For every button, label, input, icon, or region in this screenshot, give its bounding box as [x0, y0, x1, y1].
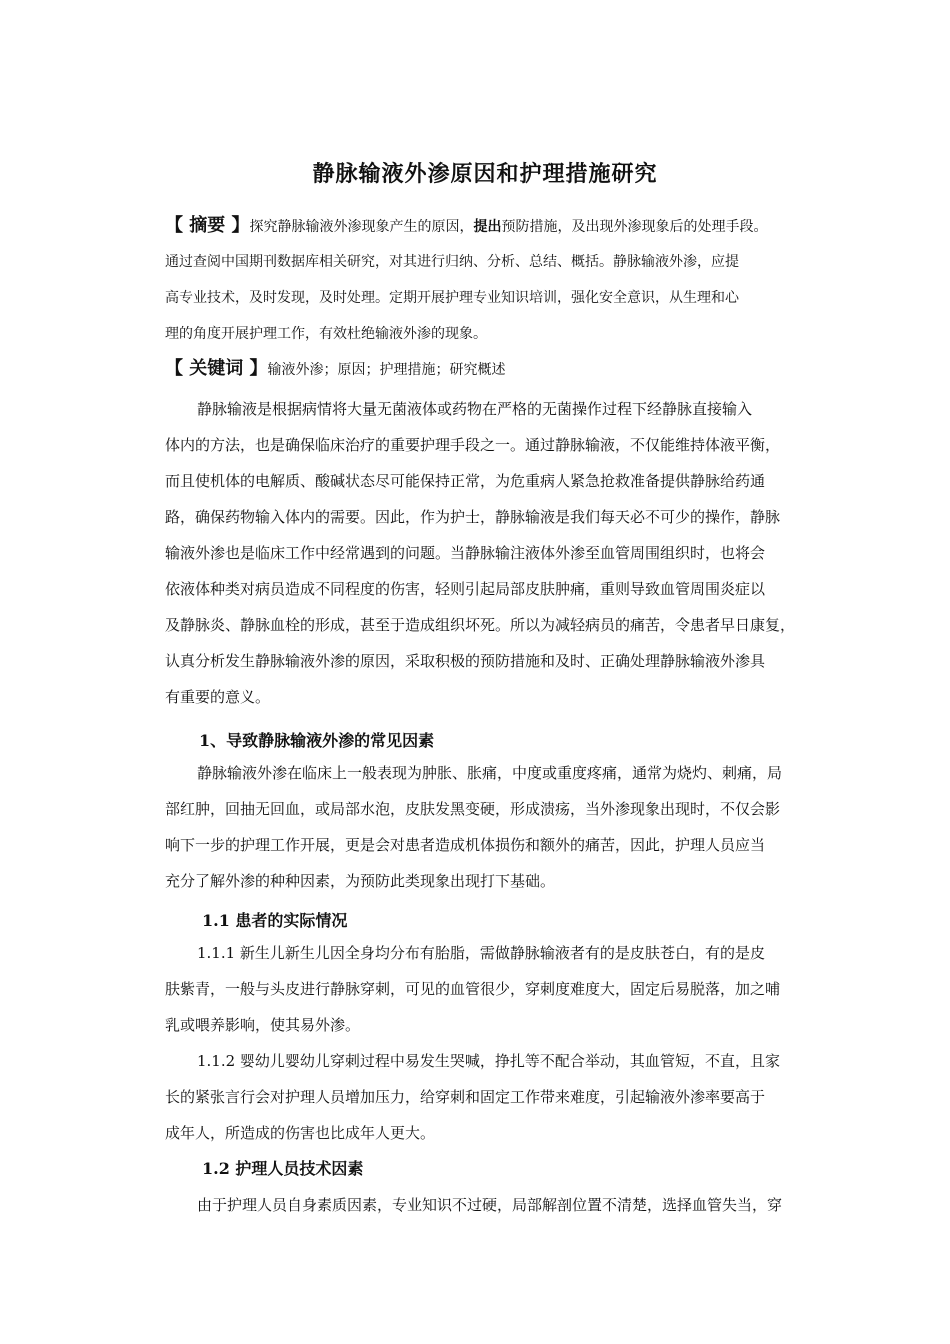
section-1-paragraph	[165, 755, 829, 899]
abstract-line-1	[165, 208, 825, 244]
section-1-1-heading: 1.1 患者的实际情况	[202, 911, 348, 930]
abstract-line-2: 通过查阅中国期刊数据库相关研究，对其进行归纳、分析、总结、概括。静脉输液外渗，应提	[165, 254, 739, 270]
intro-line: 依液体种类对病员造成不同程度的伤害，轻则引起局部皮肤肿痛，重则导致血管周围炎症以	[165, 580, 766, 598]
abstract-block	[165, 208, 825, 352]
abstract-line-4: 理的角度开展护理工作，有效杜绝输液外渗的现象。	[165, 326, 487, 342]
intro-line: 输液外渗也是临床工作中经常遇到的问题。当静脉输注液体外渗至血管周围组织时，也将会	[165, 544, 766, 562]
section-1-line: 响下一步的护理工作开展，更是会对患者造成机体损伤和额外的痛苦，因此，护理人员应当	[165, 836, 766, 854]
section-1-1-2-line: 长的紧张言行会对护理人员增加压力，给穿刺和固定工作带来难度，引起输液外渗率要高于	[165, 1088, 766, 1106]
intro-line: 认真分析发生静脉输液外渗的原因，采取积极的预防措施和及时、正确处理静脉输液外渗具	[165, 652, 766, 670]
section-1-heading: 1、导致静脉输液外渗的常见因素	[199, 731, 435, 750]
section-1-1-2-paragraph	[165, 1043, 829, 1151]
section-1-1-1-line: 乳或喂养影响，使其易外渗。	[165, 1016, 361, 1034]
abstract-line-3: 高专业技术，及时发现，及时处理。定期开展护理专业知识培训，强化安全意识，从生理和心	[165, 290, 739, 306]
section-1-line: 静脉输液外渗在临床上一般表现为肿胀、胀痛，中度或重度疼痛，通常为烧灼、刺痛，局	[197, 764, 783, 782]
keywords-line	[165, 352, 825, 387]
section-1-1-2-line: 1.1.2 婴幼儿婴幼儿穿刺过程中易发生哭喊，挣扎等不配合举动，其血管短，不直，且家	[197, 1052, 780, 1070]
intro-line: 及静脉炎、静脉血栓的形成，甚至于造成组织坏死。所以为减轻病员的痛苦，令患者早日康复，	[165, 616, 796, 634]
section-1-2-paragraph	[165, 1187, 829, 1223]
intro-line: 静脉输液是根据病情将大量无菌液体或药物在严格的无菌操作过程下经静脉直接输入	[197, 400, 753, 418]
section-1-1-1-paragraph	[165, 935, 829, 1043]
section-1-1-2-line: 成年人，所造成的伤害也比成年人更大。	[165, 1124, 436, 1142]
abstract-text-1b: 预防措施，及出现外渗现象后的处理手段。	[501, 219, 768, 235]
section-1-line: 部红肿，回抽无回血，或局部水泡，皮肤发黑变硬，形成溃疡，当外渗现象出现时，不仅会影	[165, 800, 781, 818]
section-1-2-heading: 1.2 护理人员技术因素	[202, 1159, 364, 1178]
intro-line: 体内的方法，也是确保临床治疗的重要护理手段之一。通过静脉输液，不仅能维持体液平衡，	[165, 436, 781, 454]
intro-line: 路，确保药物输入体内的需要。因此，作为护士，静脉输液是我们每天必不可少的操作，静脉	[165, 508, 781, 526]
document-title: 静脉输液外渗原因和护理措施研究	[312, 161, 658, 187]
keywords-text: 输液外渗；原因；护理措施；研究概述	[267, 362, 506, 378]
section-1-2-line: 由于护理人员自身素质因素，专业知识不过硬，局部解剖位置不清楚，选择血管失当，穿	[197, 1196, 783, 1214]
intro-line: 而且使机体的电解质、酸碱状态尽可能保持正常，为危重病人紧急抢救准备提供静脉给药通	[165, 472, 766, 490]
section-1-1-1-line: 1.1.1 新生儿新生儿因全身均分布有胎脂，需做静脉输液者有的是皮肤苍白，有的是皮	[197, 944, 765, 962]
keywords-label: 【 关键词 】	[165, 358, 268, 379]
section-1-line: 充分了解外渗的种种因素，为预防此类现象出现打下基础。	[165, 872, 556, 890]
intro-line: 有重要的意义。	[165, 688, 271, 706]
intro-paragraph	[165, 391, 829, 715]
section-1-1-1-line: 肤紫青，一般与头皮进行静脉穿刺，可见的血管很少，穿刺度难度大，固定后易脱落，加之哺	[165, 980, 781, 998]
abstract-text-1-bold: 提出	[473, 219, 502, 235]
abstract-text-1a: 探究静脉输液外渗现象产生的原因，	[249, 219, 474, 235]
abstract-label: 【 摘要 】	[165, 215, 250, 236]
